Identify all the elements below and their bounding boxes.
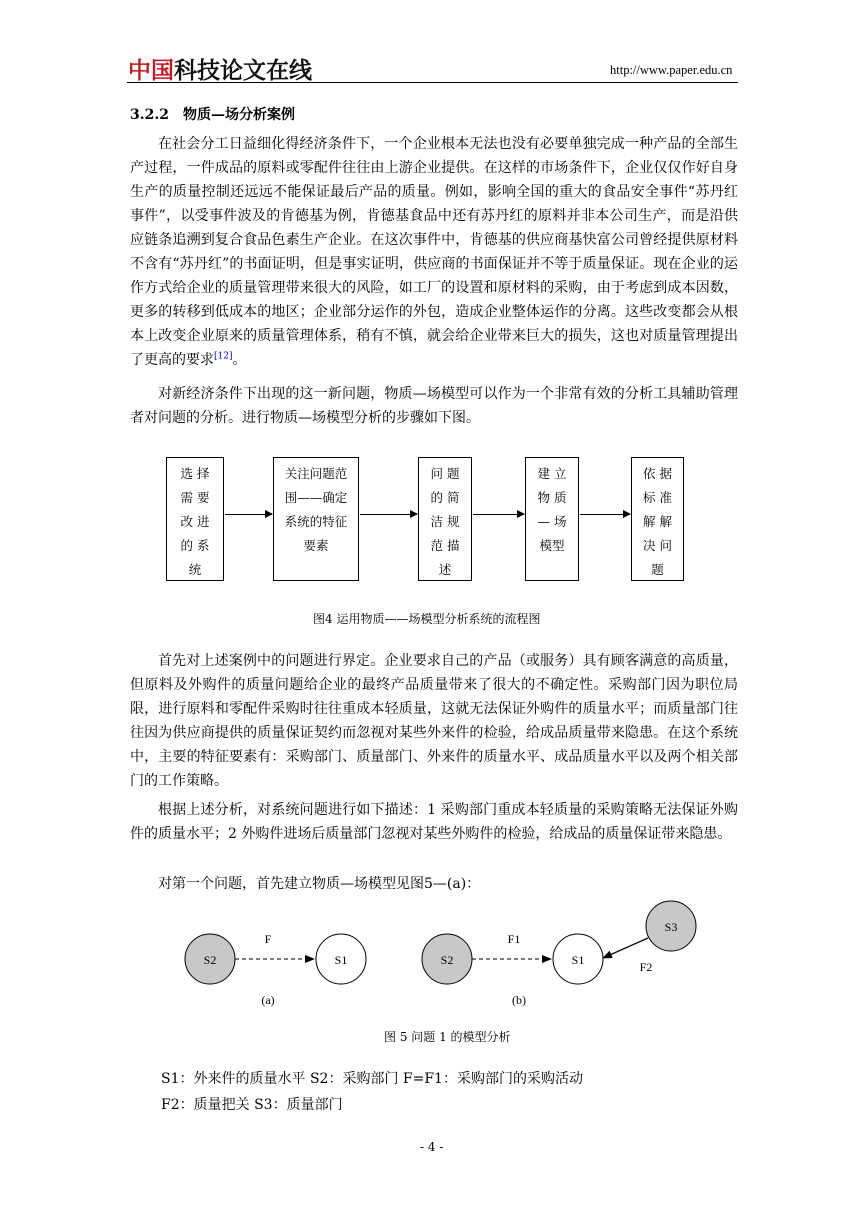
figure-4-caption: 图4 运用物质——场模型分析系统的流程图 bbox=[313, 612, 541, 626]
node-s1-a-label: S1 bbox=[334, 953, 348, 967]
node-s2-a-label: S2 bbox=[203, 953, 217, 967]
flow-arrow-2 bbox=[360, 514, 417, 515]
header-rule bbox=[127, 82, 738, 83]
flow-box-line: 问 题 bbox=[430, 466, 460, 481]
flow-box-line: 关注问题范 bbox=[284, 466, 348, 481]
page-number: - 4 - bbox=[420, 1140, 444, 1154]
flow-box-line: 的 系 bbox=[180, 538, 210, 553]
logo-red-text: 中国 bbox=[128, 58, 174, 84]
flow-box-focus-scope bbox=[273, 457, 359, 581]
flow-box-build-model bbox=[525, 457, 579, 581]
section-title: 物质—场分析案例 bbox=[182, 107, 295, 123]
model-diagram bbox=[0, 895, 868, 1015]
flow-box-line: 建 立 bbox=[537, 466, 567, 481]
flow-box-line: 统 bbox=[188, 562, 202, 577]
field-f-label: F bbox=[264, 932, 272, 946]
flow-box-line: 模型 bbox=[539, 538, 565, 553]
flow-box-line: 范 描 bbox=[430, 538, 460, 553]
legend-line-1: S1：外来件的质量水平 S2：采购部门 F=F1：采购部门的采购活动 bbox=[161, 1071, 583, 1087]
paragraph-5: 对第一个问题，首先建立物质—场模型见图5—(a)： bbox=[158, 876, 481, 892]
section-heading bbox=[130, 104, 309, 124]
diagram-a-label: (a) bbox=[261, 993, 275, 1007]
diagram-b-label: (b) bbox=[512, 993, 526, 1007]
paragraph-1 bbox=[130, 132, 738, 372]
flow-box-line: 解 解 bbox=[643, 514, 672, 529]
paragraph-2: 对新经济条件下出现的这一新问题，物质—场模型可以作为一个非常有效的分析工具辅助管理者对问题的分析。进行物质—场模型分析的步骤如下图。 bbox=[130, 386, 738, 426]
flow-box-line: 围——确定 bbox=[284, 490, 348, 505]
paragraph-1-end: 。 bbox=[232, 352, 247, 368]
flow-box-line: 标 准 bbox=[643, 490, 672, 505]
flow-box-line: 改 进 bbox=[180, 514, 210, 529]
flow-box-line: 的 简 bbox=[430, 490, 460, 505]
node-s3-b-label: S3 bbox=[664, 920, 678, 934]
flow-box-line: 决 问 bbox=[643, 538, 672, 553]
flow-box-line: — 场 bbox=[537, 514, 567, 529]
field-f1-label: F1 bbox=[507, 932, 521, 946]
field-f2-label: F2 bbox=[639, 960, 653, 974]
figure-5-caption: 图 5 问题 1 的模型分析 bbox=[384, 1030, 511, 1044]
header-url[interactable]: http://www.paper.edu.cn bbox=[610, 63, 733, 77]
paragraph-1-text: 在社会分工日益细化得经济条件下，一个企业根本无法也没有必要单独完成一种产品的全部生产过程，一件成品的原料或零配件往往由上游企业提供。在这样的市场条件下，企业仅仅作好自身生产的质量控制还远远不能保证最后产品的质量。例如，影响全国的重大的食品安全事件“苏丹红事件”，以受事件波及的肯德基为例，肯德基食品中还有苏丹红的原料并非本公司生产，而是沿供应链条追溯到复合食品色素生产企业。在这次事件中，肯德基的供应商基快富公司曾经提供原材料不含有“苏丹红”的书面证明，但是事实证明，供应商的书面保证并不等于质量保证。现在企业的运作方式给企业的质量管理带来很大的风险，如工厂的设置和原材料的采购，由于考虑到成本因数，更多的转移到低成本的地区；企业部分运作的外包，造成企业整体运作的分离。这些改变都会从根本上改变企业原来的质量管理体系，稍有不慎，就会给企业带来巨大的损失，这也对质量管理提出了更高的要求 bbox=[130, 136, 738, 368]
node-s1-b-label: S1 bbox=[571, 953, 585, 967]
flow-box-line: 洁 规 bbox=[430, 514, 460, 529]
node-s2-b-label: S2 bbox=[440, 953, 454, 967]
flow-arrow-4 bbox=[580, 514, 630, 515]
flow-box-select-system bbox=[166, 457, 224, 581]
flow-arrow-3 bbox=[473, 514, 524, 515]
field-arrow-b2 bbox=[603, 938, 648, 958]
flow-box-describe-problem bbox=[418, 457, 472, 581]
legend-line-2: F2：质量把关 S3：质量部门 bbox=[161, 1097, 343, 1113]
flow-box-line: 需 要 bbox=[180, 490, 210, 505]
flow-box-line: 选 择 bbox=[180, 466, 210, 481]
flow-box-line: 题 bbox=[651, 562, 664, 577]
flow-box-line: 依 据 bbox=[643, 466, 672, 481]
citation-ref[interactable]: [12] bbox=[214, 351, 233, 362]
logo-black-text: 科技论文在线 bbox=[174, 58, 312, 84]
section-number: 3.2.2 bbox=[130, 107, 169, 123]
flow-box-solve bbox=[631, 457, 684, 581]
paragraph-3: 首先对上述案例中的问题进行界定。企业要求自己的产品（或服务）具有顾客满意的高质量，但原料及外购件的质量问题给企业的最终产品质量带来了很大的不确定性。采购部门因为职位局限，进行原料和零配件采购时往往重成本轻质量，这就无法保证外购件的质量水平；而质量部门往往因为供应商提供的质量保证契约而忽视对某些外来件的检验，给成品质量带来隐患。在这个系统中，主要的特征要素有：采购部门、质量部门、外来件的质量水平、成品质量水平以及两个相关部门的工作策略。 bbox=[130, 653, 738, 789]
flow-box-line: 述 bbox=[438, 562, 452, 577]
flow-box-line: 物 质 bbox=[537, 490, 567, 505]
flow-box-line: 系统的特征 bbox=[284, 514, 348, 529]
paragraph-4: 根据上述分析，对系统问题进行如下描述：1 采购部门重成本轻质量的采购策略无法保证外购件的质量水平；2 外购件进场后质量部门忽视对某些外购件的检验，给成品的质量保证带来隐患。 bbox=[130, 802, 738, 842]
site-logo bbox=[128, 52, 312, 85]
flow-arrow-1 bbox=[225, 514, 272, 515]
flow-box-line: 要素 bbox=[303, 538, 329, 553]
